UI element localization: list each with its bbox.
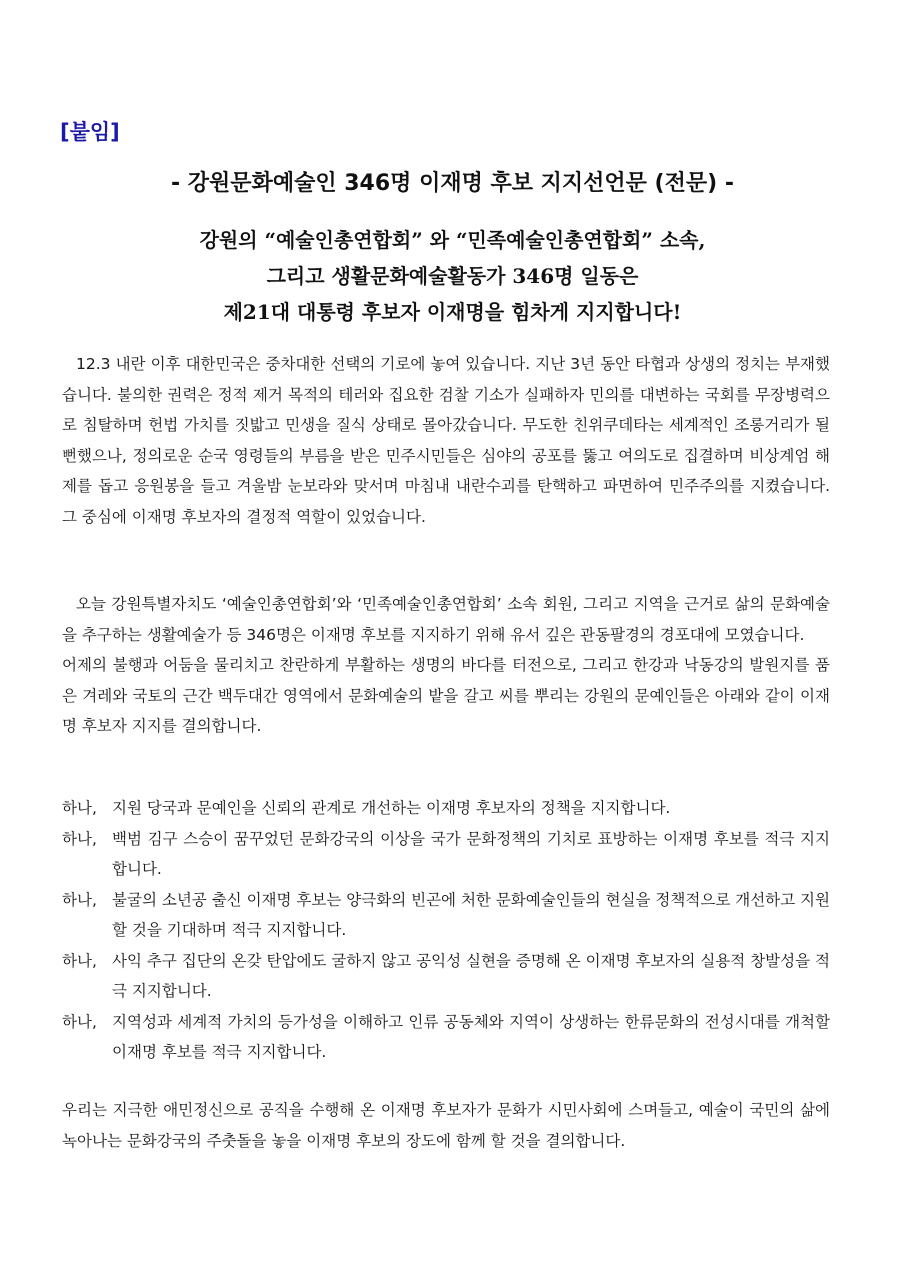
document-subtitle <box>0 222 905 330</box>
list-item-prefix: 하나, <box>62 1012 97 1031</box>
list-item <box>62 824 830 885</box>
list-item <box>62 885 830 946</box>
document-title: - 강원문화예술인 346명 이재명 후보 지지선언문 (전문) - <box>171 171 734 196</box>
paragraph-closing <box>62 1095 830 1156</box>
list-item <box>62 793 830 824</box>
attachment-tag: [붙임] <box>60 120 120 144</box>
list-item-text: 백범 김구 스승이 꿈꾸었던 문화강국의 이상을 국가 문화정책의 기치로 표방하는 이재명 후보를 적극 지지합니다. <box>112 829 830 878</box>
paragraph-gathering <box>62 589 830 742</box>
subtitle-line: 제21대 대통령 후보자 이재명을 힘차게 지지합니다! <box>223 300 682 324</box>
subtitle-line: 그리고 생활문화예술활동가 346명 일동은 <box>266 264 639 288</box>
paragraph-text: 12.3 내란 이후 대한민국은 중차대한 선택의 기로에 놓여 있습니다. 지난 3년 동안 타협과 상생의 정치는 부재했습니다. 불의한 권력은 정적 제거 목적의 테러와 집요한 검찰 기소가 실패하자 민의를 대변하는 국회를 무장병력으로 침탈하며 헌법 가치를 짓밟고 민생을 질식 상태로 몰아갔습니다. 무도한 친위쿠데타는 세계적인 조롱거리가 될 뻔했으나, 정의로운 순국 영령들의 부름을 받은 민주시민들은 심야의 공포를 뚫고 여의도로 집결하며 비상계엄 해제를 돕고 응원봉을 들고 겨울밤 눈보라와 맞서며 마침내 내란수괴를 탄핵하고 파면하여 민주주의를 지켰습니다. 그 중심에 이재명 후보자의 결정적 역할이 있었습니다. <box>62 355 830 526</box>
list-item <box>62 946 830 1007</box>
list-item-prefix: 하나, <box>62 829 97 848</box>
list-item-prefix: 하나, <box>62 890 97 909</box>
list-item-prefix: 하나, <box>62 799 97 817</box>
list-item-text: 지역성과 세계적 가치의 등가성을 이해하고 인류 공동체와 지역이 상생하는 한류문화의 전성시대를 개척할 이재명 후보를 적극 지지합니다. <box>112 1012 830 1061</box>
list-item-text: 지원 당국과 문예인을 신뢰의 관계로 개선하는 이재명 후보자의 정책을 지지합니다. <box>112 799 671 817</box>
paragraph-intro <box>62 349 830 532</box>
paragraph-text: 어제의 불행과 어둠을 물리치고 찬란하게 부활하는 생명의 바다를 터전으로, 그리고 한강과 낙동강의 발원지를 품은 겨레와 국토의 근간 백두대간 영역에서 문화예술의 밭을 갈고 씨를 뿌리는 강원의 문예인들은 아래와 같이 이재명 후보자 지지를 결의합니다. <box>62 656 830 735</box>
list-item-text: 불굴의 소년공 출신 이재명 후보는 양극화의 빈곤에 처한 문화예술인들의 현실을 정책적으로 개선하고 지원할 것을 기대하며 적극 지지합니다. <box>112 890 830 939</box>
list-item <box>62 1007 830 1068</box>
list-item-prefix: 하나, <box>62 951 97 970</box>
resolution-list <box>62 793 830 1068</box>
paragraph-text: 오늘 강원특별자치도 ‘예술인총연합회’와 ‘민족예술인총연합회’ 소속 회원, 그리고 지역을 근거로 삶의 문화예술을 추구하는 생활예술가 등 346명은 이재명 후보를 지지하기 위해 유서 깊은 관동팔경의 경포대에 모였습니다. <box>62 595 830 644</box>
subtitle-line: 강원의 “예술인총연합회” 와 “민족예술인총연합회” 소속, <box>199 228 706 252</box>
paragraph-text: 우리는 지극한 애민정신으로 공직을 수행해 온 이재명 후보자가 문화가 시민사회에 스며들고, 예술이 국민의 삶에 녹아나는 문화강국의 주춧돌을 놓을 이재명 후보의 장도에 함께 할 것을 결의합니다. <box>62 1101 830 1150</box>
list-item-text: 사익 추구 집단의 온갖 탄압에도 굴하지 않고 공익성 실현을 증명해 온 이재명 후보자의 실용적 창발성을 적극 지지합니다. <box>112 951 830 1000</box>
